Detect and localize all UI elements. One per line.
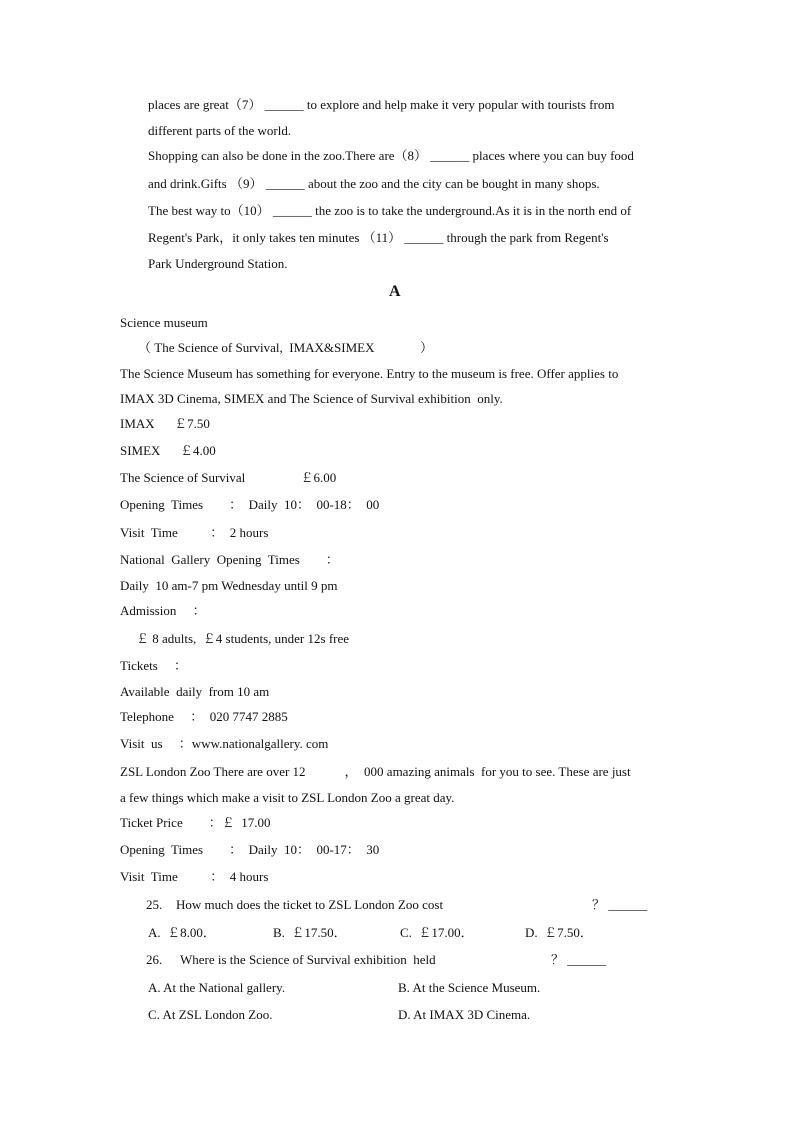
gallery-opening-value: Daily 10 am-7 pm Wednesday until 9 pm xyxy=(120,578,338,593)
zoo-intro-1: ZSL London Zoo There are over 12 ， 000 amazing animals for you to see. These are just xyxy=(120,764,631,779)
question-25-option-c[interactable]: C. ￡17.00． xyxy=(400,925,474,940)
passage-line-3: Shopping can also be done in the zoo.There are（8） ______ places where you can buy food xyxy=(148,148,634,163)
question-25-option-d[interactable]: D. ￡7.50． xyxy=(525,925,593,940)
zoo-ticket-price: Ticket Price ：￡ 17.00 xyxy=(120,815,271,830)
zoo-visit-time: Visit Time ： 4 hours xyxy=(120,869,269,884)
passage-line-5: The best way to（10） ______ the zoo is to take the underground.As it is in the north end of xyxy=(148,203,632,218)
passage-line-4: and drink.Gifts （9） ______ about the zoo and the city can be bought in many shops. xyxy=(148,176,600,191)
passage-line-2: different parts of the world. xyxy=(148,123,292,138)
science-museum-intro-2: IMAX 3D Cinema, SIMEX and The Science of Survival exhibition only. xyxy=(120,391,503,406)
section-heading: A xyxy=(389,283,401,300)
gallery-tickets-value: Available daily from 10 am xyxy=(120,684,270,699)
science-museum-title: Science museum xyxy=(120,315,208,330)
science-museum-visit-time: Visit Time ： 2 hours xyxy=(120,525,269,540)
passage-line-1: places are great（7） ______ to explore and help make it very popular with tourists from xyxy=(148,97,615,112)
gallery-opening-label: National Gallery Opening Times ： xyxy=(120,552,339,567)
gallery-telephone: Telephone ： 020 7747 2885 xyxy=(120,709,288,724)
zoo-intro-2: a few things which make a visit to ZSL London Zoo a great day. xyxy=(120,790,455,805)
question-26-number: 26. xyxy=(146,952,163,967)
question-26-stem: Where is the Science of Survival exhibition held xyxy=(180,952,436,967)
gallery-tickets-label: Tickets ： xyxy=(120,658,188,673)
passage-line-6: Regent's Park，it only takes ten minutes （11） ______ through the park from Regent's xyxy=(148,230,609,245)
question-25-stem: How much does the ticket to ZSL London Zoo cost xyxy=(176,897,444,912)
science-museum-subtitle: （ The Science of Survival, IMAX&SIMEX ） xyxy=(138,340,433,355)
question-26-option-c[interactable]: C. At ZSL London Zoo. xyxy=(148,1007,273,1022)
question-26-option-b[interactable]: B. At the Science Museum. xyxy=(398,980,541,995)
question-25-option-a[interactable]: A. ￡8.00． xyxy=(148,925,216,940)
price-science-of-survival: The Science of Survival ￡6.00 xyxy=(120,470,337,485)
science-museum-opening-times: Opening Times ： Daily 10： 00-18： 00 xyxy=(120,497,380,512)
passage-line-7: Park Underground Station. xyxy=(148,256,288,271)
question-25-number: 25. xyxy=(146,897,163,912)
question-25-blank[interactable]: ？ ______ xyxy=(592,897,648,912)
price-simex: SIMEX ￡4.00 xyxy=(120,443,216,458)
gallery-admission-label: Admission ： xyxy=(120,603,206,618)
question-26-option-a[interactable]: A. At the National gallery. xyxy=(148,980,286,995)
science-museum-intro-1: The Science Museum has something for everyone. Entry to the museum is free. Offer applies to xyxy=(120,366,619,381)
question-26-option-d[interactable]: D. At IMAX 3D Cinema. xyxy=(398,1007,531,1022)
gallery-website: Visit us ：www.nationalgallery. com xyxy=(120,736,329,751)
question-25-option-b[interactable]: B. ￡17.50． xyxy=(273,925,347,940)
gallery-admission-value: ￡ 8 adults, ￡4 students, under 12s free xyxy=(136,631,350,646)
zoo-opening-times: Opening Times ： Daily 10： 00-17： 30 xyxy=(120,842,380,857)
question-26-blank[interactable]: ？ ______ xyxy=(551,952,607,967)
price-imax: IMAX ￡7.50 xyxy=(120,416,210,431)
